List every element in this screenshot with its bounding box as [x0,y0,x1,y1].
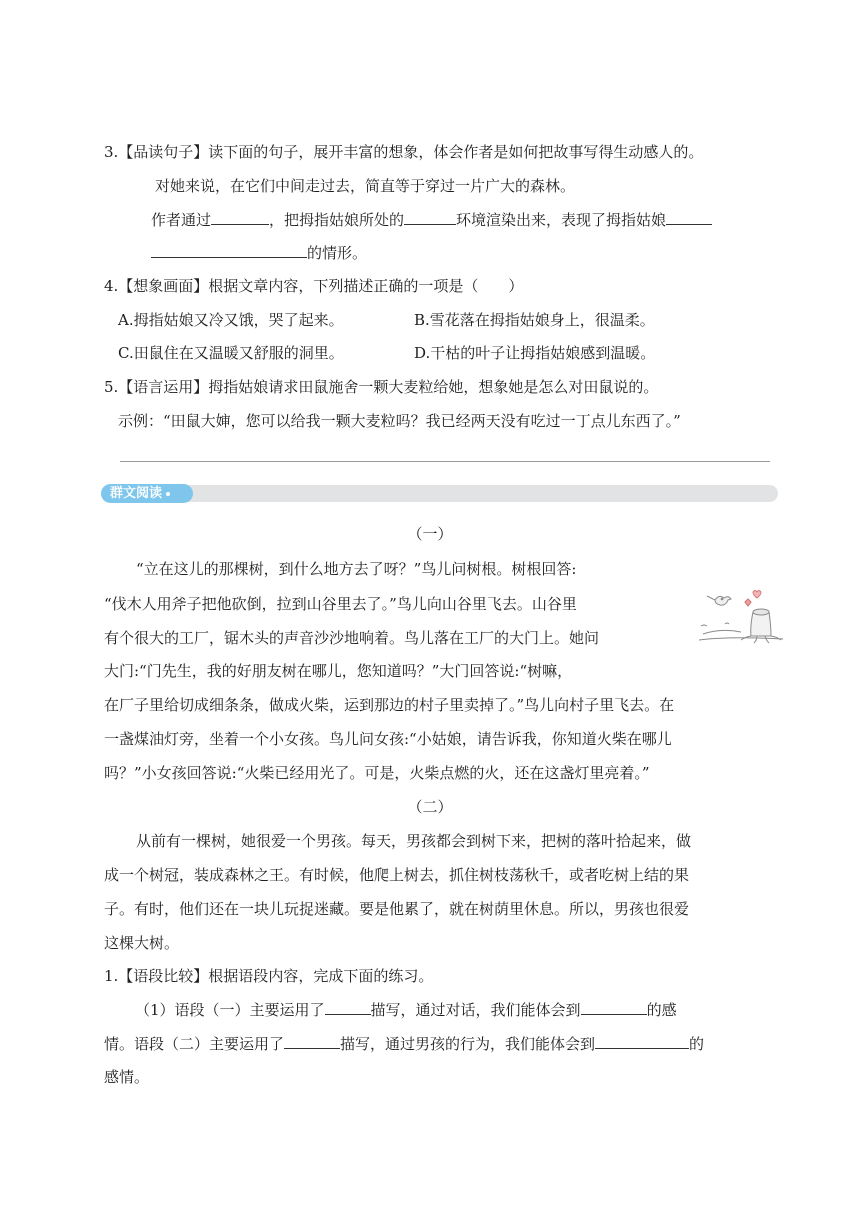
q1-line3: 感情。 [104,1068,150,1086]
q1-text: 的感 [646,1001,677,1019]
passage1-line: “立在这儿的那棵树，到什么地方去了呀？”鸟儿问树根。树根回答: [136,560,577,578]
passage2-heading: （二） [407,798,453,816]
q3-title: 3.【品读句子】读下面的句子，展开丰富的想象，体会作者是如何把故事写得生动感人的。 [104,143,704,161]
passage1-line: 在厂子里给切成细条条，做成火柴，运到那边的村子里卖掉了。”鸟儿向村子里飞去。在 [104,696,675,714]
passage2-line: 子。有时，他们还在一块儿玩捉迷藏。要是他累了，就在树荫里休息。所以，男孩也很爱 [104,900,690,918]
passage2-line: 这棵大树。 [104,934,180,952]
q3-fill-text: 的情形。 [307,244,368,262]
q3-fill-text: ，把拇指姑娘所处的 [269,211,405,229]
q1-line1 [135,999,677,1020]
passage1-line: “伐木人用斧子把他砍倒，拉到山谷里去了。”鸟儿向山谷里飞去。山谷里 [104,595,577,613]
q4-option-c[interactable]: C.田鼠住在又温暖又舒服的洞里。 [118,344,344,362]
q1-line2 [104,1033,704,1054]
q1-text: 的 [689,1035,705,1053]
bird-stump-illustration [695,586,787,648]
q4-title: 4.【想象画面】根据文章内容，下列描述正确的一项是（ ） [104,277,524,295]
passage1-line: 有个很大的工厂，锯木头的声音沙沙地响着。鸟儿落在工厂的大门上。她问 [104,629,600,647]
passage2-line: 从前有一棵树，她很爱一个男孩。每天，男孩都会到树下来，把树的落叶拾起来，做 [136,832,692,850]
answer-blank[interactable] [404,209,456,225]
q4-option-d[interactable]: D.干枯的叶子让拇指姑娘感到温暖。 [414,344,656,362]
answer-line[interactable] [120,461,770,462]
answer-blank[interactable] [284,1033,340,1049]
answer-blank[interactable] [151,242,307,258]
section-tag-label: 群文阅读 [110,486,163,501]
passage1-line: 吗？”小女孩回答说:“火柴已经用光了。可是，火柴点燃的火，还在这盏灯里亮着。” [104,764,650,782]
q3-fill-text: 作者通过 [151,211,212,229]
answer-blank[interactable] [595,1033,689,1049]
q4-option-a[interactable]: A.拇指姑娘又冷又饿，哭了起来。 [118,311,344,329]
passage1-line: 一盏煤油灯旁，坐着一个小女孩。鸟儿问女孩:“小姑娘，请告诉我，你知道火柴在哪儿 [104,730,672,748]
q1-text: （1）语段（一）主要运用了 [135,1001,325,1019]
passage2-line: 成一个树冠，装成森林之王。有时候，他爬上树去，抓住树枝荡秋千，或者吃树上结的果 [104,866,690,884]
dot-icon [166,492,170,496]
section-banner [101,485,778,502]
q3-fill-line2 [151,242,367,263]
answer-blank[interactable] [211,209,269,225]
answer-blank[interactable] [581,999,647,1015]
q3-quote: 对她来说，在它们中间走过去，简直等于穿过一片广大的森林。 [155,177,576,195]
q1-title: 1.【语段比较】根据语段内容，完成下面的练习。 [104,967,434,985]
section-tag [101,484,193,503]
q3-fill-text: 环境渲染出来，表现了拇指姑娘 [456,211,667,229]
q1-text: 描写，通过对话，我们能体会到 [370,1001,581,1019]
q5-title: 5.【语言运用】拇指姑娘请求田鼠施舍一颗大麦粒给她，想象她是怎么对田鼠说的。 [104,378,659,396]
answer-blank[interactable] [325,999,371,1015]
q5-example: 示例：“田鼠大婶，您可以给我一颗大麦粒吗？我已经两天没有吃过一丁点儿东西了。” [118,412,681,430]
q3-fill-line1 [151,209,712,230]
passage1-line: 大门:“门先生，我的好朋友树在哪儿，您知道吗？”大门回答说:“树嘛， [104,662,573,680]
q4-option-b[interactable]: B.雪花落在拇指姑娘身上，很温柔。 [414,311,655,329]
passage1-heading: （一） [407,525,453,543]
q1-text: 描写，通过男孩的行为，我们能体会到 [340,1035,596,1053]
answer-blank[interactable] [666,209,712,225]
q1-text: 情。语段（二）主要运用了 [104,1035,285,1053]
